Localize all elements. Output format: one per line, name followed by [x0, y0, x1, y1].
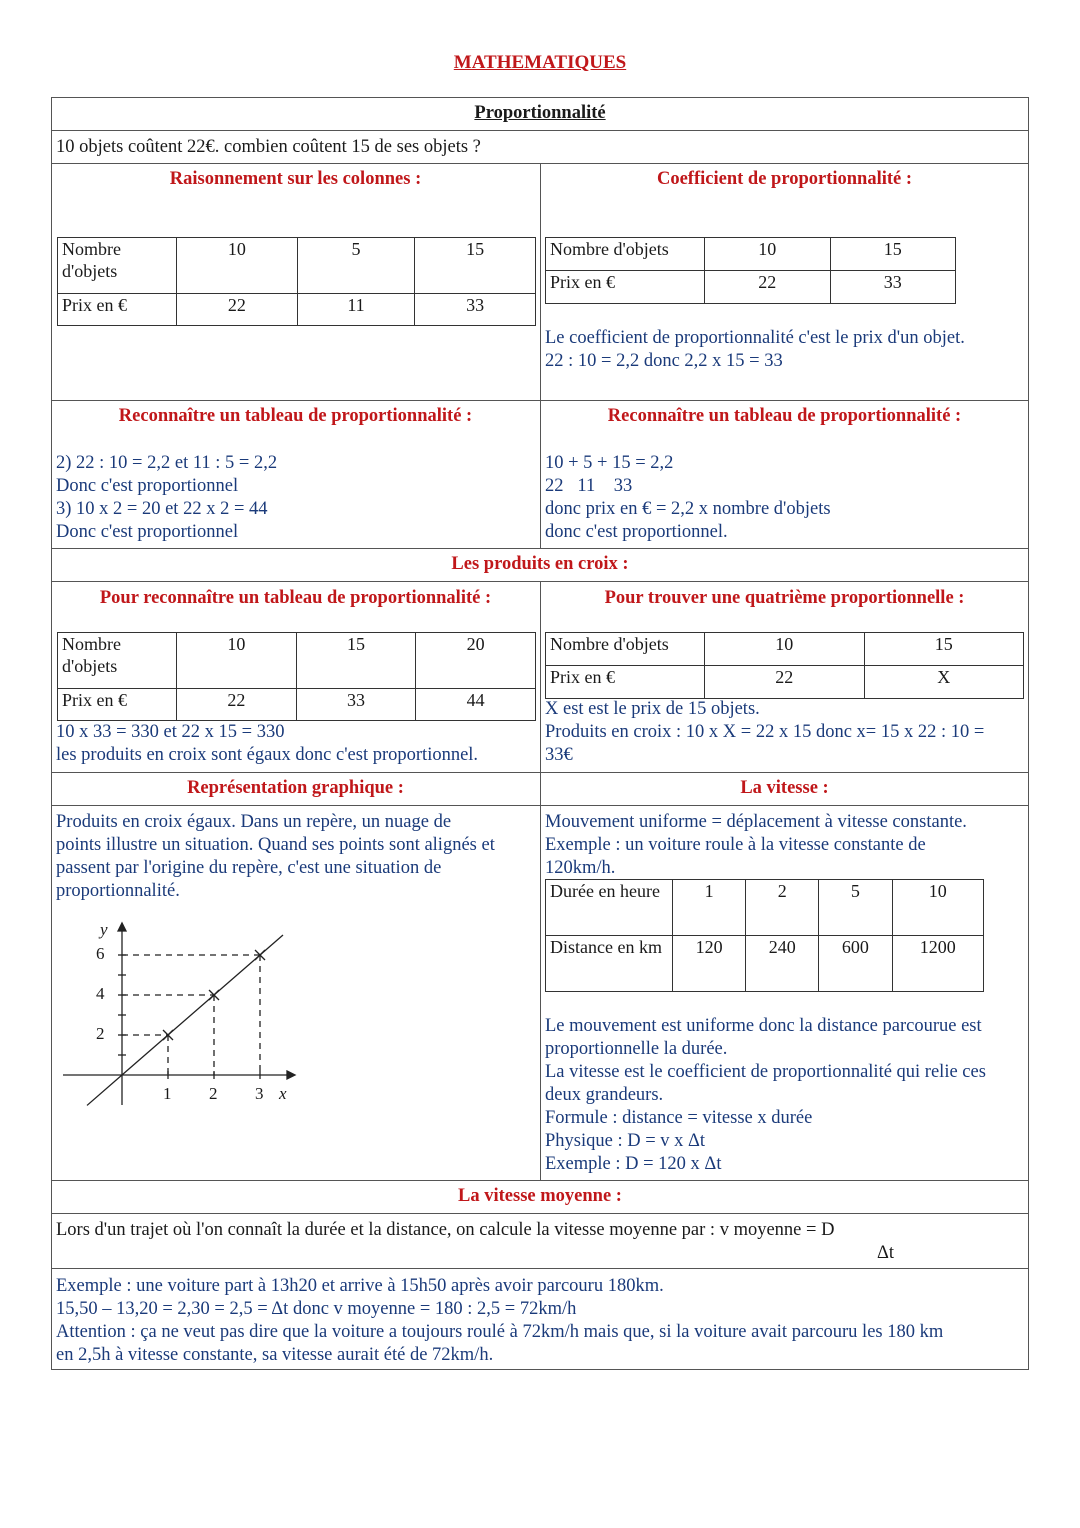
proportionality-graph [55, 915, 305, 1120]
cell: 15 [415, 238, 536, 294]
cell: 44 [416, 689, 536, 721]
average-speed-denominator: Δt [877, 1243, 895, 1263]
recognize-text: 22 11 33 [545, 476, 633, 496]
cell: 1200 [892, 936, 983, 992]
speed-text: deux grandeurs. [545, 1085, 664, 1105]
cell: 15 [296, 633, 416, 689]
example-text: Attention : ça ne veut pas dire que la voiture a toujours roulé à 72km/h mais que, si la voiture avait parcouru les 180 km [56, 1322, 944, 1342]
example-text: 15,50 – 13,20 = 2,30 = 2,5 = Δt donc v moyenne = 180 : 2,5 = 72km/h [56, 1299, 577, 1319]
cell: 20 [416, 633, 536, 689]
page-title: MATHEMATIQUES [453, 52, 627, 73]
graph-text: points illustre un situation. Quand ses points sont alignés et [56, 835, 495, 855]
cell: 22 [177, 294, 298, 326]
y-tick-label: 2 [96, 1024, 105, 1043]
graph-text: passent par l'origine du repère, c'est une situation de [56, 858, 442, 878]
speed-text: 120km/h. [545, 858, 616, 878]
recognize-text: donc c'est proportionnel. [545, 522, 728, 542]
cell: Prix en € [58, 689, 177, 721]
fourth-text: 33€ [545, 745, 573, 765]
speed-text: proportionnelle la durée. [545, 1039, 728, 1059]
cross-text: 10 x 33 = 330 et 22 x 15 = 330 [56, 722, 285, 742]
cell: 11 [297, 294, 415, 326]
speed-text: Le mouvement est uniforme donc la distance parcourue est [545, 1016, 982, 1036]
cell: 22 [705, 271, 831, 304]
cell: Nombre d'objets [58, 238, 177, 294]
coefficient-text: 22 : 10 = 2,2 donc 2,2 x 15 = 33 [545, 351, 783, 371]
cell: Distance en km [546, 936, 673, 992]
cell: 33 [415, 294, 536, 326]
cell: 33 [296, 689, 416, 721]
example-text: en 2,5h à vitesse constante, sa vitesse aurait été de 72km/h. [56, 1345, 494, 1365]
cell: Prix en € [546, 271, 705, 304]
cell: 15 [830, 238, 956, 271]
cell: Prix en € [546, 666, 705, 699]
cell: 15 [864, 633, 1024, 666]
cell: 10 [177, 633, 297, 689]
proportional-line [87, 935, 283, 1105]
cross-text: les produits en croix sont égaux donc c'est proportionnel. [56, 745, 479, 765]
coefficient-text: Le coefficient de proportionnalité c'est le prix d'un objet. [545, 328, 965, 348]
section-title: Proportionnalité [474, 103, 606, 123]
fourth-text: X est est le prix de 15 objets. [545, 699, 760, 719]
cell: 10 [177, 238, 298, 294]
cell: 120 [673, 936, 746, 992]
heading-speed: La vitesse : [740, 778, 829, 798]
example-text: Exemple : une voiture part à 13h20 et arrive à 15h50 après avoir parcouru 180km. [56, 1276, 664, 1296]
divider [51, 130, 1029, 131]
recognize-text: Donc c'est proportionnel [56, 476, 239, 496]
y-tick-label: 4 [96, 984, 105, 1003]
divider [51, 1213, 1029, 1214]
cell: Nombre d'objets [58, 633, 177, 689]
divider [51, 1180, 1029, 1181]
recognize-text: 3) 10 x 2 = 20 et 22 x 2 = 44 [56, 499, 268, 519]
y-tick-label: 6 [96, 944, 105, 963]
table-cross [57, 632, 536, 721]
table-speed [545, 879, 984, 992]
table-fourth [545, 632, 1024, 699]
y-axis-arrow [118, 923, 126, 931]
recognize-text: 2) 22 : 10 = 2,2 et 11 : 5 = 2,2 [56, 453, 278, 473]
cell: Prix en € [58, 294, 177, 326]
cell: 5 [819, 880, 892, 936]
cell: 10 [705, 238, 831, 271]
heading-columns: Raisonnement sur les colonnes : [169, 169, 422, 189]
heading-coefficient: Coefficient de proportionnalité : [656, 169, 913, 189]
problem-statement: 10 objets coûtent 22€. combien coûtent 15 de ses objets ? [56, 137, 481, 157]
heading-graph: Représentation graphique : [187, 778, 404, 798]
x-axis-label: x [279, 1084, 287, 1103]
divider [51, 548, 1029, 549]
x-tick-label: 3 [255, 1084, 264, 1103]
speed-text: Mouvement uniforme = déplacement à vitesse constante. [545, 812, 967, 832]
recognize-text: 10 + 5 + 15 = 2,2 [545, 453, 674, 473]
fourth-text: Produits en croix : 10 x X = 22 x 15 donc x= 15 x 22 : 10 = [545, 722, 985, 742]
cell: 5 [297, 238, 415, 294]
table-coefficient [545, 237, 956, 304]
speed-text: Formule : distance = vitesse x durée [545, 1108, 813, 1128]
speed-text: La vitesse est le coefficient de proportionnalité qui relie ces [545, 1062, 986, 1082]
heading-recognize-left: Reconnaître un tableau de proportionnalité : [118, 406, 473, 426]
table-columns [57, 237, 536, 326]
x-axis-arrow [287, 1071, 295, 1079]
cell: Nombre d'objets [546, 633, 705, 666]
speed-text: Physique : D = v x Δt [545, 1131, 706, 1151]
cell: Durée en heure [546, 880, 673, 936]
cell: 22 [705, 666, 865, 699]
average-speed-text: Lors d'un trajet où l'on connaît la durée et la distance, on calcule la vitesse moyenne par : v moyenne = D [56, 1220, 835, 1240]
divider [51, 1268, 1029, 1269]
graph-text: proportionnalité. [56, 881, 180, 901]
column-divider [540, 581, 541, 1180]
x-tick-label: 2 [209, 1084, 218, 1103]
heading-recognize-cross: Pour reconnaître un tableau de proportionnalité : [99, 588, 492, 608]
cell: 600 [819, 936, 892, 992]
cell: 10 [705, 633, 865, 666]
cell: 1 [673, 880, 746, 936]
cell: 2 [746, 880, 819, 936]
speed-text: Exemple : D = 120 x Δt [545, 1154, 722, 1174]
cell: 240 [746, 936, 819, 992]
heading-fourth-proportional: Pour trouver une quatrième proportionnelle : [604, 588, 965, 608]
cell: 33 [830, 271, 956, 304]
column-divider [540, 163, 541, 548]
heading-recognize-right: Reconnaître un tableau de proportionnalité : [607, 406, 962, 426]
cell: 10 [892, 880, 983, 936]
recognize-text: Donc c'est proportionnel [56, 522, 239, 542]
cell: Nombre d'objets [546, 238, 705, 271]
heading-average-speed: La vitesse moyenne : [458, 1186, 622, 1206]
recognize-text: donc prix en € = 2,2 x nombre d'objets [545, 499, 831, 519]
speed-text: Exemple : un voiture roule à la vitesse constante de [545, 835, 926, 855]
y-axis-label: y [100, 920, 108, 939]
cell: X [864, 666, 1024, 699]
cell: 22 [177, 689, 297, 721]
x-tick-label: 1 [163, 1084, 172, 1103]
graph-text: Produits en croix égaux. Dans un repère, un nuage de [56, 812, 452, 832]
heading-cross-products: Les produits en croix : [451, 554, 629, 574]
